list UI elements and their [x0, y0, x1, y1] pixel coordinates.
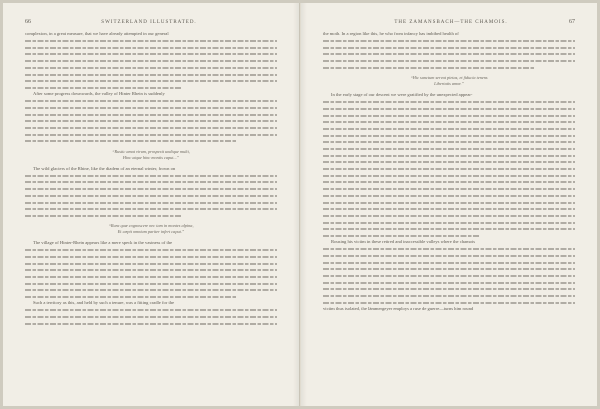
text-line: the moth. In a region like this, he who from infancy has imbibed health of	[323, 31, 459, 36]
body-text	[323, 31, 575, 313]
text-line	[25, 172, 277, 179]
text-line	[323, 192, 575, 199]
text-line	[323, 286, 575, 293]
paragraph-start: In the early stage of our descent we were gratified by the unexpected appear-	[331, 92, 473, 98]
text-line	[323, 266, 575, 273]
text-line	[25, 247, 277, 254]
text-line	[323, 152, 575, 159]
page-number: 66	[25, 19, 31, 25]
text-line: Such a territory as this, and held by such a tenure, was a fitting cradle for the	[33, 300, 175, 306]
text-line	[323, 293, 575, 300]
text-line	[323, 179, 575, 186]
text-line	[323, 99, 575, 106]
text-line	[323, 146, 575, 153]
text-line	[25, 186, 277, 193]
text-line	[323, 58, 575, 65]
text-line	[323, 51, 575, 58]
text-line	[25, 213, 181, 220]
text-line	[323, 126, 575, 133]
text-line	[25, 118, 277, 125]
text-line	[323, 206, 575, 213]
text-line	[25, 199, 277, 206]
running-head: SWITZERLAND ILLUSTRATED.	[101, 20, 197, 25]
gutter-shadow	[301, 3, 307, 406]
text-line	[323, 259, 575, 266]
gutter-shadow	[293, 3, 299, 406]
paragraph-start: The wild glaciers of the Rhine, like the diadem of an eternal winter, frown on	[33, 165, 176, 171]
text-line: victim thus isolated, the lämmergeyer employs a ruse de guerre—turns him round	[323, 306, 474, 312]
text-line	[323, 299, 575, 306]
paragraph-start: Rousing his victim in these retired and inaccessible valleys where the chamois	[331, 239, 476, 245]
text-line	[25, 38, 277, 45]
left-page	[3, 3, 300, 406]
text-line	[25, 274, 277, 281]
text-line	[323, 219, 575, 226]
text-line	[25, 294, 237, 301]
text-line	[25, 138, 237, 145]
text-line	[25, 254, 277, 261]
text-line	[25, 78, 277, 85]
text-line	[323, 253, 575, 260]
text-line	[323, 172, 575, 179]
text-line	[25, 287, 277, 294]
text-line	[25, 44, 277, 51]
text-line	[25, 125, 277, 132]
verse-quote: “Hic sanctum servat pietas, et fiducia tenens Libertatis amor.”	[410, 75, 488, 87]
text-line	[323, 112, 575, 119]
text-line	[323, 64, 535, 71]
text-line	[323, 199, 575, 206]
text-line	[323, 279, 575, 286]
text-line	[323, 132, 575, 139]
text-line	[25, 105, 277, 112]
text-line	[323, 139, 575, 146]
text-line	[25, 64, 277, 71]
text-line	[323, 273, 575, 280]
book-spread	[3, 3, 597, 406]
text-line	[323, 233, 479, 240]
text-line	[323, 44, 575, 51]
text-line	[25, 98, 277, 105]
verse-quote: “Rustic amat virum, prospexit undique multi, Hinc atque hinc montis caput...”	[112, 148, 190, 160]
page-header	[25, 19, 277, 25]
right-page	[300, 3, 597, 406]
text-line	[25, 51, 277, 58]
text-line	[323, 186, 575, 193]
text-line	[25, 280, 277, 287]
text-line	[25, 307, 277, 314]
text-line	[323, 38, 575, 45]
text-line	[323, 226, 575, 233]
page-header	[323, 19, 575, 25]
text-line	[323, 166, 575, 173]
text-line	[25, 260, 277, 267]
text-line	[323, 213, 575, 220]
text-line	[25, 58, 277, 65]
text-line	[25, 179, 277, 186]
running-head: THE ZAMANSBACH—THE CHAMOIS.	[394, 20, 508, 25]
text-line	[25, 71, 277, 78]
text-line	[25, 267, 277, 274]
text-line	[25, 314, 277, 321]
text-line: complexion, in a great measure, that we have already attempted in our general	[25, 31, 169, 36]
text-line	[323, 246, 575, 253]
text-line	[25, 320, 277, 327]
text-line	[323, 106, 575, 113]
text-line	[25, 85, 181, 92]
text-line	[25, 111, 277, 118]
text-line	[25, 192, 277, 199]
paragraph-start: The village of Hinter-Rhein appears like a mere speck in the vastness of the	[33, 240, 173, 246]
page-number: 67	[568, 19, 575, 25]
text-line	[25, 206, 277, 213]
verse-quote: “Rura quæ cognoscere nec tam in montes alpina, Et cæpit omnium pariter infert caput.”	[108, 223, 194, 235]
body-text	[25, 31, 277, 327]
paragraph-start: After some progress downwards, the valley of Hinter Rhein is suddenly	[33, 91, 165, 97]
text-line	[323, 119, 575, 126]
text-line	[323, 159, 575, 166]
text-line	[25, 131, 277, 138]
